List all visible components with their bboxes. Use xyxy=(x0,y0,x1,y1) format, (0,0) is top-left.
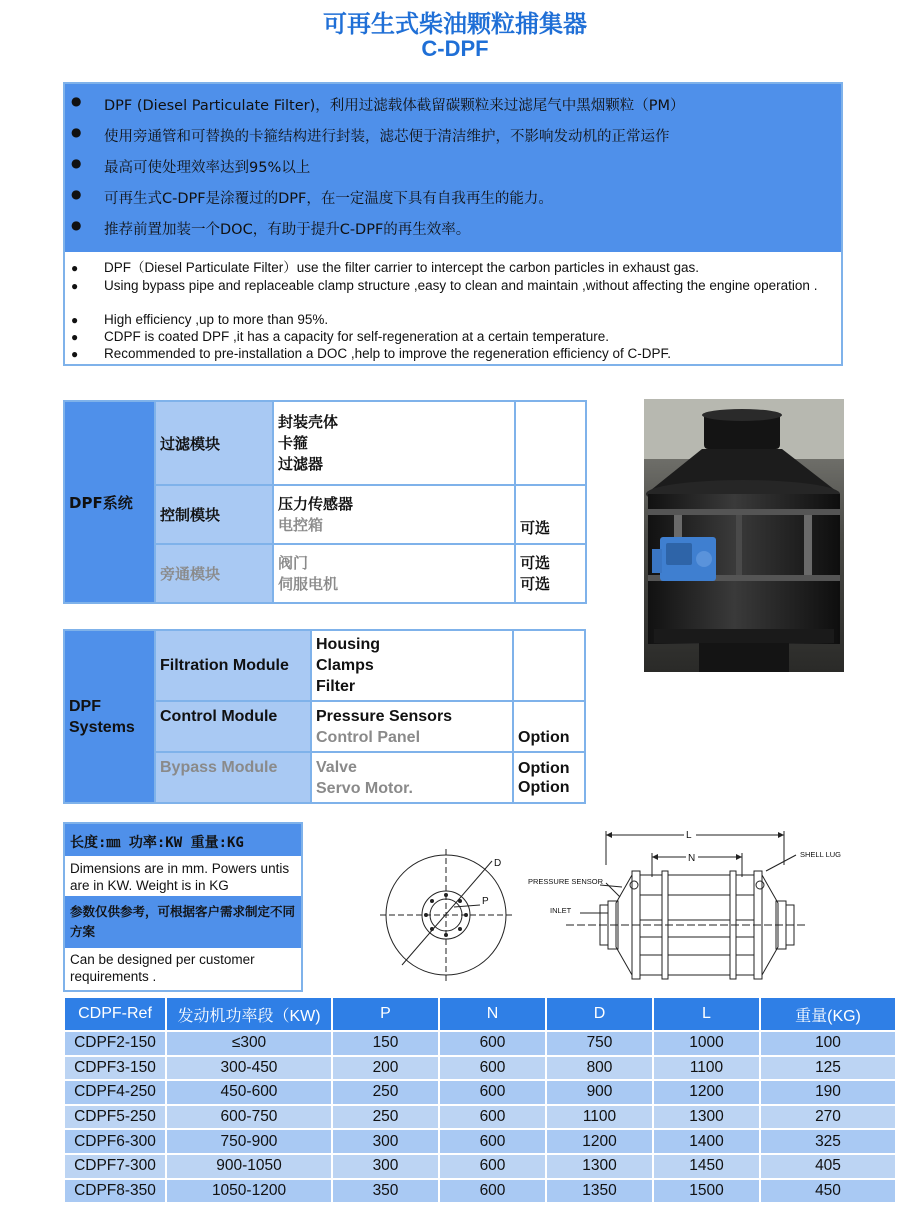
cell-l: 1000 xyxy=(653,1031,760,1056)
cell-p: 200 xyxy=(332,1056,439,1081)
legend-box xyxy=(63,822,303,992)
legend-note-en-row xyxy=(65,948,301,990)
cell-d: 900 xyxy=(546,1080,653,1105)
col-header-l: L xyxy=(653,997,760,1031)
intro-en-text: Using bypass pipe and replaceable clamp structure ,easy to clean and maintain ,without affecting the engine operation . xyxy=(104,278,818,293)
part-item: 阀门 xyxy=(278,553,309,572)
cell-d: 1100 xyxy=(546,1105,653,1130)
table-row xyxy=(64,1056,896,1081)
part-item: Clamps xyxy=(316,657,374,674)
label-pressure-sensor: PRESSURE SENSOR xyxy=(528,877,604,886)
part-item: 伺服电机 xyxy=(278,574,339,593)
label-p: P xyxy=(482,896,489,907)
intro-cn-item xyxy=(65,218,841,248)
cell-p: 250 xyxy=(332,1105,439,1130)
legend-note-en: Can be designed per customer requirements . xyxy=(70,952,255,984)
part-item: Control Panel xyxy=(316,728,421,746)
bullet-icon: ● xyxy=(71,330,79,344)
parts-filtration xyxy=(273,401,515,485)
cell-power: 300-450 xyxy=(166,1056,332,1081)
cell-weight: 125 xyxy=(760,1056,896,1081)
legend-units-cn: 长度:㎜ 功率:KW 重量:KG xyxy=(70,835,244,851)
cell-n: 600 xyxy=(439,1080,546,1105)
cell-n: 600 xyxy=(439,1179,546,1204)
cell-p: 300 xyxy=(332,1129,439,1154)
intro-cn-text: 推荐前置加装一个DOC，有助于提升C-DPF的再生效率。 xyxy=(104,222,471,238)
flange-view xyxy=(380,849,512,981)
spec-table xyxy=(63,996,897,1204)
system-label-line: DPF xyxy=(69,697,101,715)
table-row xyxy=(64,1031,896,1056)
col-header-d: D xyxy=(546,997,653,1031)
cell-n: 600 xyxy=(439,1129,546,1154)
cell-power: 750-900 xyxy=(166,1129,332,1154)
intro-cn-section xyxy=(65,84,841,252)
part-item: Pressure Sensors xyxy=(316,707,453,725)
cell-l: 1500 xyxy=(653,1179,760,1204)
parts-control xyxy=(273,485,515,544)
cell-p: 250 xyxy=(332,1080,439,1105)
module-control: Control Module xyxy=(155,701,311,752)
table-row xyxy=(64,1179,896,1204)
spec-table-header xyxy=(64,997,896,1031)
bullet-icon: ● xyxy=(71,279,79,293)
system-label: DPF系统 xyxy=(64,401,155,603)
cell-n: 600 xyxy=(439,1056,546,1081)
cell-ref: CDPF5-250 xyxy=(64,1105,166,1130)
bullet-icon: ● xyxy=(71,94,82,108)
legend-note-cn-row xyxy=(65,896,301,948)
table-row xyxy=(64,1105,896,1130)
product-illustration xyxy=(644,399,844,672)
module-filtration: 过滤模块 xyxy=(155,401,273,485)
dimension-drawing xyxy=(380,825,870,995)
intro-cn-item xyxy=(65,156,841,186)
cell-d: 800 xyxy=(546,1056,653,1081)
intro-cn-text: 可再生式C-DPF是涂覆过的DPF，在一定温度下具有自我再生的能力。 xyxy=(104,191,553,207)
part-item: Filter xyxy=(316,678,356,695)
cell-weight: 190 xyxy=(760,1080,896,1105)
label-shell-lug: SHELL LUG xyxy=(800,850,841,859)
bullet-icon: ● xyxy=(71,218,82,232)
module-bypass: 旁通模块 xyxy=(155,544,273,603)
bullet-icon: ● xyxy=(71,156,82,170)
intro-cn-text: DPF (Diesel Particulate Filter)，利用过滤载体截留碳颗粒来过滤尾气中黑烟颗粒（PM） xyxy=(104,98,685,114)
intro-en-section xyxy=(65,252,841,364)
cell-p: 350 xyxy=(332,1179,439,1204)
intro-en-text: High efficiency ,up to more than 95%. xyxy=(104,312,329,327)
legend-units-en-row xyxy=(65,856,301,896)
table-row xyxy=(64,1129,896,1154)
cell-ref: CDPF8-350 xyxy=(64,1179,166,1204)
legend-note-cn: 参数仅供参考，可根据客户需求制定不同方案 xyxy=(70,904,296,939)
legend-units-cn-row xyxy=(65,824,301,856)
module-bypass: Bypass Module xyxy=(155,752,311,803)
part-item: 封装壳体 xyxy=(278,412,339,431)
cell-ref: CDPF2-150 xyxy=(64,1031,166,1056)
option-item: Option xyxy=(518,759,570,777)
col-header-power: 发动机功率段（KW) xyxy=(166,997,332,1031)
cell-weight: 450 xyxy=(760,1179,896,1204)
option-bypass xyxy=(513,752,585,803)
col-header-ref: CDPF-Ref xyxy=(64,997,166,1031)
table-row xyxy=(64,1154,896,1179)
intro-cn-item xyxy=(65,125,841,155)
part-item: 电控箱 xyxy=(278,515,324,534)
cell-p: 150 xyxy=(332,1031,439,1056)
cell-power: 900-1050 xyxy=(166,1154,332,1179)
bullet-icon: ● xyxy=(71,187,82,201)
technical-drawing xyxy=(380,825,870,995)
cell-power: 450-600 xyxy=(166,1080,332,1105)
part-item: 压力传感器 xyxy=(278,494,354,513)
part-item: 过滤器 xyxy=(278,454,324,473)
part-item: 卡箍 xyxy=(278,433,309,452)
module-filtration: Filtration Module xyxy=(155,630,311,701)
cell-weight: 325 xyxy=(760,1129,896,1154)
module-control: 控制模块 xyxy=(155,485,273,544)
intro-cn-text: 最高可使处理效率达到95%以上 xyxy=(104,160,311,176)
page-title-en: C-DPF xyxy=(421,36,489,61)
intro-box xyxy=(63,82,843,366)
parts-control xyxy=(311,701,513,752)
option-item: Option xyxy=(518,778,570,796)
cell-power: 600-750 xyxy=(166,1105,332,1130)
system-label-line: Systems xyxy=(69,718,135,736)
cell-weight: 405 xyxy=(760,1154,896,1179)
col-header-n: N xyxy=(439,997,546,1031)
col-header-weight: 重量(KG) xyxy=(760,997,896,1031)
option-filtration xyxy=(515,401,586,485)
cell-d: 1350 xyxy=(546,1179,653,1204)
cell-d: 1300 xyxy=(546,1154,653,1179)
bullet-icon: ● xyxy=(71,261,79,275)
system-label xyxy=(64,630,155,803)
legend-units-en: Dimensions are in mm. Powers untis are in KW. Weight is in KG xyxy=(70,861,290,893)
cell-weight: 100 xyxy=(760,1031,896,1056)
option-filtration xyxy=(513,630,585,701)
intro-en-text: CDPF is coated DPF ,it has a capacity for self-regeneration at a certain temperature. xyxy=(104,329,609,344)
product-photo xyxy=(644,399,844,672)
cell-n: 600 xyxy=(439,1105,546,1130)
cell-l: 1450 xyxy=(653,1154,760,1179)
parts-bypass xyxy=(273,544,515,603)
cell-weight: 270 xyxy=(760,1105,896,1130)
cell-power: ≤300 xyxy=(166,1031,332,1056)
cell-l: 1400 xyxy=(653,1129,760,1154)
label-d: D xyxy=(494,858,502,869)
label-n: N xyxy=(688,853,696,864)
cell-ref: CDPF4-250 xyxy=(64,1080,166,1105)
intro-cn-item xyxy=(65,187,841,217)
table-row xyxy=(64,1080,896,1105)
cell-d: 1200 xyxy=(546,1129,653,1154)
bullet-icon: ● xyxy=(71,313,79,327)
intro-en-text: DPF（Diesel Particulate Filter）use the filter carrier to intercept the carbon particles in exhaust gas. xyxy=(104,260,700,275)
page-title-cn: 可再生式柴油颗粒捕集器 xyxy=(323,10,587,38)
parts-filtration xyxy=(311,630,513,701)
label-l: L xyxy=(686,830,692,841)
cell-l: 1300 xyxy=(653,1105,760,1130)
system-table-en xyxy=(63,629,586,804)
option-bypass xyxy=(515,544,586,603)
part-item: Housing xyxy=(316,636,380,653)
cell-p: 300 xyxy=(332,1154,439,1179)
cell-ref: CDPF3-150 xyxy=(64,1056,166,1081)
intro-en-text: Recommended to pre-installation a DOC ,help to improve the regeneration efficiency of C-DPF. xyxy=(104,346,672,361)
part-item: Valve xyxy=(316,758,357,776)
cell-l: 1200 xyxy=(653,1080,760,1105)
cell-power: 1050-1200 xyxy=(166,1179,332,1204)
option-control: Option xyxy=(513,701,585,752)
parts-bypass xyxy=(311,752,513,803)
bullet-icon: ● xyxy=(71,347,79,361)
option-item: 可选 xyxy=(520,553,551,572)
option-item: 可选 xyxy=(520,574,551,593)
col-header-p: P xyxy=(332,997,439,1031)
cell-l: 1100 xyxy=(653,1056,760,1081)
bullet-icon: ● xyxy=(71,125,82,139)
cell-ref: CDPF7-300 xyxy=(64,1154,166,1179)
part-item: Servo Motor. xyxy=(316,779,413,797)
cell-n: 600 xyxy=(439,1154,546,1179)
intro-cn-item xyxy=(65,94,841,124)
label-inlet: INLET xyxy=(550,906,572,915)
cell-d: 750 xyxy=(546,1031,653,1056)
option-control: 可选 xyxy=(515,485,586,544)
cell-n: 600 xyxy=(439,1031,546,1056)
intro-cn-text: 使用旁通管和可替换的卡箍结构进行封装，滤芯便于清洁维护，不影响发动机的正常运作 xyxy=(104,129,670,145)
system-table-cn xyxy=(63,400,587,604)
cell-ref: CDPF6-300 xyxy=(64,1129,166,1154)
